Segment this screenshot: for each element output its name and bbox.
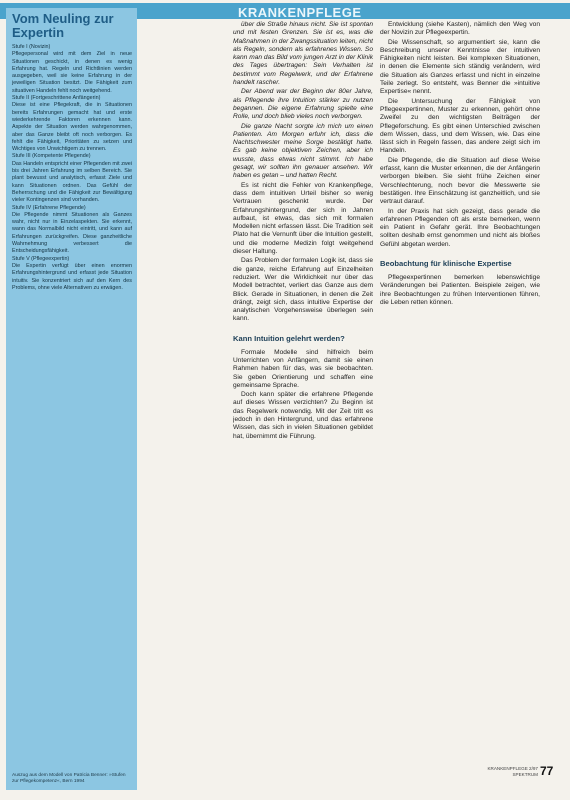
article-column-right xyxy=(380,21,540,749)
paragraph: Der Abend war der Beginn der 80er Jahre, als Pflegende ihre Intuition stärker zu nutzen begannen. Die eigene Erfahrung spielte eine Rolle, und doch blieb vieles noch verborgen. xyxy=(233,88,373,121)
paragraph: Pflegeexpertinnen bemerken lebenswichtige Veränderungen bei Patienten. Beispiele zeigen, wie ihre Beobachtungen zu frühen Interventionen führen, die Leben retten können. xyxy=(380,274,540,306)
sidebar-title: Vom Neuling zur Expertin xyxy=(12,11,114,40)
paragraph: Die ganze Nacht sorgte ich mich um einen Patienten. Am Morgen erfuhr ich, dass die Nachtschwester meine Sorge bestätigt hatte. Es gab keine objektiven Zeichen, aber ich wusste, dass etwas nicht stimmt. Ich habe gesagt, wir sollten ihn genauer ansehen. Wir haben es getan – und hatten Recht. xyxy=(233,122,373,180)
paragraph: Es ist nicht die Fehler von Krankenpflege, dass dem intuitiven Urteil bisher so wenig Vertrauen geschenkt wurde. Der Erfahrungshintergrund, der sich in Jahren aufbaut, ist etwas, das sich mit formalen Modellen nicht erfassen lässt. Die Tradition seit Plato hat die Vernunft über die Intuition gestellt, und die moderne Medizin folgt weitgehend dieser Haltung. xyxy=(233,181,373,256)
section-title: KRANKENPFLEGE xyxy=(238,5,362,20)
paragraph: Entwicklung (siehe Kasten), nämlich den Weg von der Novizin zur Pflegeexpertin. xyxy=(380,21,540,37)
article-column-middle xyxy=(233,21,373,766)
sidebar-box xyxy=(6,8,137,790)
paragraph: Die Untersuchung der Fähigkeit von Pflegeexpertinnen, Muster zu erkennen, gehört ohne Zweifel zu den wichtigsten Beiträgen der Pflegeforschung. Es gibt einen Unterschied zwischen dem Wissen, dass, und dem Wissen, wie. Das eine lässt sich in Regeln fassen, das andere zeigt sich im Handeln. xyxy=(380,97,540,155)
paragraph: In der Praxis hat sich gezeigt, dass gerade die erfahrenen Pflegenden oft als erste bemerken, wenn ein Patient in Gefahr gerät. Ihre Beobachtungen sollten deshalb ernst genommen und nicht als bloßes Gefühl abgetan werden. xyxy=(380,207,540,248)
paragraph: Formale Modelle sind hilfreich beim Unterrichten von Anfängern, damit sie einen Rahmen haben für das, was sie beobachten. Sie geben Orientierung und schaffen eine gemeinsame Sprache. xyxy=(233,348,373,389)
paragraph: über die Straße hinaus nicht. Sie ist spontan und mit festen Grenzen. Sie ist es, was die Maßnahmen in der Zwangssituation leiten, nicht als Regeln, sondern als erfahrenes Wissen. So kann man das Bild vom jungen Arzt in der Klinik des Tages übertragen: Sein Verhalten ist bestimmt vom Regelwerk, und der Erfahrene handelt rascher. xyxy=(233,21,373,87)
paragraph: Die Wissenschaft, so argumentiert sie, kann die Beschreibung unserer Kenntnisse der intuitiven Fähigkeiten nicht leisten. Bei komplexen Situationen, in denen die Elemente sich ständig verändern, wird die Situation als Ganzes erfasst und nicht in einzelne Teile zerlegt. So entsteht, was Benner die »intuitive Expertise« nennt. xyxy=(380,38,540,96)
subheading: Beobachtung für klinische Expertise xyxy=(380,259,512,269)
paragraph: Doch kann später die erfahrene Pflegende auf dieses Wissen verzichten? Zu Beginn ist das Regelwerk notwendig. Mit der Zeit tritt es jedoch in den Hintergrund, und das erfahrene Wissen, das sich in vielen Situationen gebildet hat, übernimmt die Führung. xyxy=(233,391,373,440)
paragraph: Das Problem der formalen Logik ist, dass sie die ganze, reiche Erfahrung auf Einzelheiten reduziert. Wer die Wirklichkeit nur über das Modell betrachtet, verliert das Ganze aus dem Blick. Gerade in Situationen, in denen die Zeit drängt, zeigt sich, dass intuitive Expertise der analytischen Vorgehensweise überlegen sein kann. xyxy=(233,257,373,323)
paragraph: Die Pflegende, die die Situation auf diese Weise erfasst, kann die Muster erkennen, die der Anfängerin verborgen bleiben. Sie sieht frühe Zeichen einer Verschlechterung, noch bevor die Messwerte sie bestätigen. Ihre Einschätzung ist ganzheitlich, und sie vertraut darauf. xyxy=(380,156,540,206)
subheading: Kann Intuition gelehrt werden? xyxy=(233,333,345,343)
sidebar-caption: Auszug aus dem Modell von Patricia Benner: »Stufen zur Pflegekompetenz«, Bern 1994 xyxy=(12,773,126,784)
sidebar-text: Stufe I (Novizin) Pflegepersonal wird mit dem Ziel in neue Situationen geschickt, in denen es wenig Erfahrung hat. Regeln und Richtlinien werden ausgegeben, weil sie keine Erfahrung in der jeweiligen Situation besitzt. Die Fähigkeit zum situativen Handeln fehlt noch weitgehend. Stufe II (Fortgeschrittene Anfängerin) Diese ist eine Pflegekraft, die in Situationen bereits Erfahrungen gemacht hat und erste wiederkehrende Faktoren erkennen kann. Aspekte der Situation werden wahrgenommen, aber das Ganze bleibt oft noch verborgen. Es fehlt die Fähigkeit, Prioritäten zu setzen und Wichtiges von Unwichtigem zu trennen. Stufe III (Kompetente Pflegende) Das Handeln entspricht einer Pflegenden mit zwei bis drei Jahren Erfahrung im selben Bereich. Sie plant bewusst und analytisch, erfasst Ziele und kann Situationen ordnen. Das Gefühl der Beherrschung und die Fähigkeit zur Bewältigung vieler Kontingenzen sind vorhanden. Stufe IV (Erfahrene Pflegende) Die Pflegende nimmt Situationen als Ganzes wahr, nicht nur in Einzelaspekten. Sie erkennt, wann das Normalbild nicht eintritt, und kann auf Erfahrungen zurückgreifen. Diese ganzheitliche Wahrnehmung verbessert die Entscheidungsfähigkeit. Stufe V (Pflegeexpertin) Die Expertin verfügt über einen enormen Erfahrungshintergrund und erfasst jede Situation intuitiv. Sie konzentriert sich auf den Kern des Problems, ohne viele Alternativen zu erwägen. xyxy=(12,44,132,291)
footer-publication-label: KRANKENPFLEGE 2/97 SPEKTRUM xyxy=(487,766,538,777)
page-number: 77 xyxy=(540,764,554,778)
